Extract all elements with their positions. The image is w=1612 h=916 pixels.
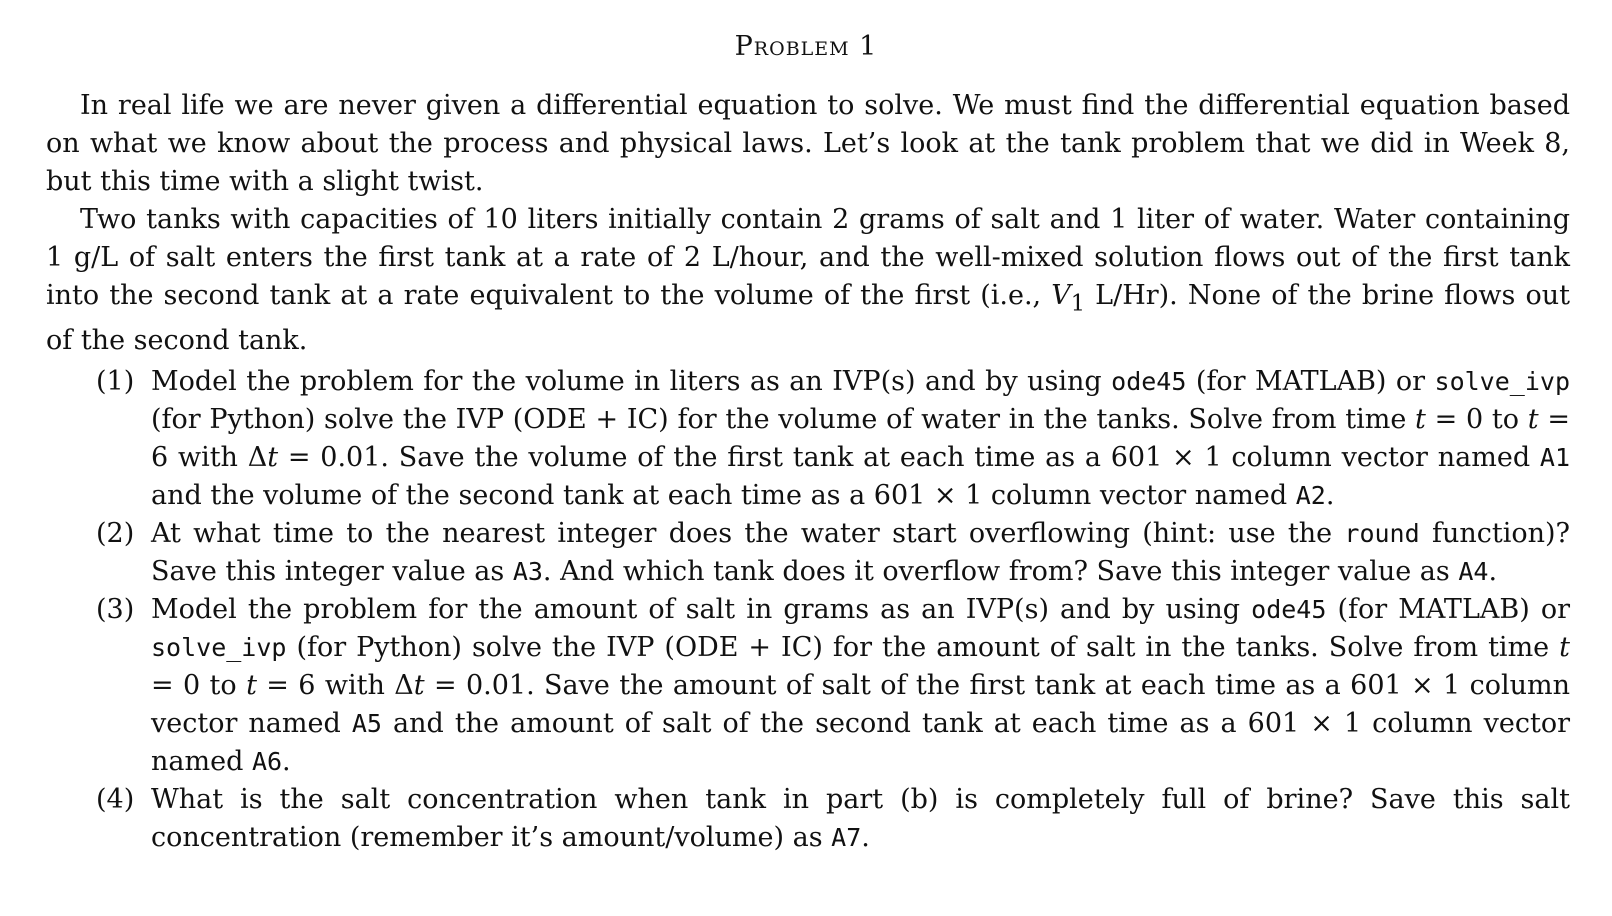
volume-variable: V xyxy=(1051,280,1071,311)
task-text: = 6 with Δ xyxy=(151,404,1570,473)
code-ode45: ode45 xyxy=(1251,595,1327,624)
task-text: = 0.01. Save the amount of salt of the first tank at each time as a 601 × 1 column vector named xyxy=(151,670,1571,739)
task-text: Model the problem for the volume in liters as an IVP(s) and by using xyxy=(151,366,1112,397)
task-text: What is the salt concentration when tank in part (b) is completely full of brine? Save this salt concentration (remember it’s amount/volume) as xyxy=(151,784,1570,853)
task-item-3 xyxy=(96,591,1570,781)
code-a2: A2 xyxy=(1295,481,1326,510)
code-solve-ivp: solve_ivp xyxy=(1434,367,1570,396)
task-text: = 0 to xyxy=(151,670,247,701)
task-item-4 xyxy=(96,781,1570,857)
code-a7: A7 xyxy=(831,823,862,852)
task-text: = 0.01. Save the volume of the first tank at each time as a 601 × 1 column vector named xyxy=(278,442,1540,473)
math-var-t: t xyxy=(1415,404,1426,435)
task-list xyxy=(96,363,1570,857)
task-item-2 xyxy=(96,515,1570,591)
code-a3: A3 xyxy=(512,557,543,586)
task-number: (2) xyxy=(96,518,135,549)
task-text: . xyxy=(282,746,291,777)
task-number: (1) xyxy=(96,366,135,397)
task-text: function)? Save this integer value as xyxy=(151,518,1570,587)
math-var-t: t xyxy=(413,670,425,701)
task-text: (for Python) solve the IVP (ODE + IC) for the volume of water in the tanks. Solve from time xyxy=(151,404,1416,435)
task-text: = 0 to xyxy=(1425,404,1528,435)
code-a6: A6 xyxy=(251,747,283,776)
volume-subscript: 1 xyxy=(1070,290,1086,317)
task-text: = 6 with Δ xyxy=(256,670,414,701)
task-text: . xyxy=(1488,556,1498,587)
task-item-1 xyxy=(96,363,1570,515)
intro-p2-text-b: L/Hr). None of the brine flows out of the second tank. xyxy=(46,280,1570,357)
task-text: At what time to the nearest integer does the water start overflowing (hint: use the xyxy=(151,518,1345,549)
task-text: (for MATLAB) or xyxy=(1186,366,1435,397)
task-text: . xyxy=(861,822,870,853)
task-text: . And which tank does it overflow from? Save this integer value as xyxy=(542,556,1459,587)
code-a5: A5 xyxy=(351,709,382,738)
task-text: and the amount of salt of the second tank at each time as a 601 × 1 column vector named xyxy=(151,708,1570,777)
task-number: (4) xyxy=(96,784,135,815)
task-text: . xyxy=(1325,480,1335,511)
math-var-t: t xyxy=(246,670,257,701)
intro-paragraph-1: In real life we are never given a differential equation to solve. We must find the differential equation based on what we know about the process and physical laws. Let’s look at the tank problem that we did in Week 8, but this time with a slight twist. xyxy=(46,90,1570,197)
intro-p2-text-a: Two tanks with capacities of 10 liters initially contain 2 grams of salt and 1 liter of water. Water containing 1 g/L of salt enters the first tank at a rate of 2 L/hour, and the well-mixed solution flows out of the first tank into the second tank at a rate equivalent to the volume of the first (i.e., xyxy=(46,204,1570,311)
code-a4: A4 xyxy=(1458,557,1489,586)
code-solve-ivp: solve_ivp xyxy=(151,633,287,662)
task-number: (3) xyxy=(96,594,135,625)
math-var-t: t xyxy=(267,442,279,473)
code-ode45: ode45 xyxy=(1111,367,1187,396)
math-var-t: t xyxy=(1527,404,1539,435)
task-text: (for MATLAB) or xyxy=(1326,594,1570,625)
problem-title: Problem 1 xyxy=(734,31,878,62)
math-var-t: t xyxy=(1559,632,1570,663)
task-text: (for Python) solve the IVP (ODE + IC) for the amount of salt in the tanks. Solve from time xyxy=(286,632,1560,663)
intro-paragraph-2 xyxy=(46,201,1570,360)
task-text: and the volume of the second tank at each time as a 601 × 1 column vector named xyxy=(151,480,1296,511)
task-text: Model the problem for the amount of salt in grams as an IVP(s) and by using xyxy=(151,594,1252,625)
code-round: round xyxy=(1344,519,1420,548)
code-a1: A1 xyxy=(1539,443,1570,472)
